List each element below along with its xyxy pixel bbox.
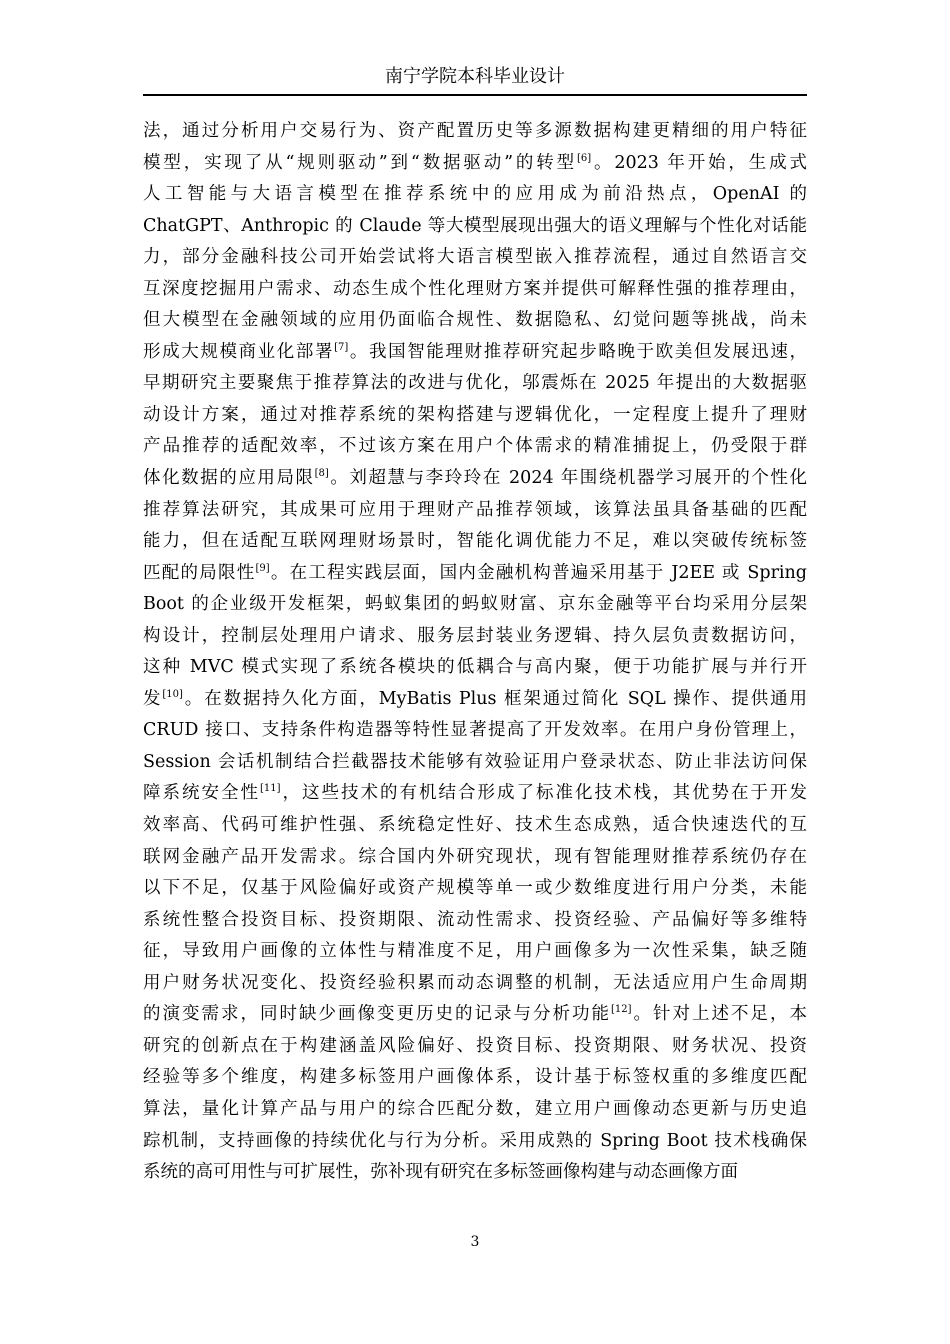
body-line: 形成大规模商业化部署[7]。我国智能理财推荐研究起步略晚于欧美但发展迅速， [143,341,807,362]
body-line: 匹配的局限性[9]。在工程实践层面，国内金融机构普遍采用基于 J2EE 或 Spring [143,562,807,583]
body-line: Session 会话机制结合拦截器技术能够有效验证用户登录状态、防止非法访问保 [143,751,807,772]
body-line: 发[10]。在数据持久化方面，MyBatis Plus 框架通过简化 SQL 操作、提供通用 [143,688,807,709]
body-line: 效率高、代码可维护性强、系统稳定性好、技术生态成熟，适合快速迭代的互 [143,815,807,836]
body-line: 产品推荐的适配效率，不过该方案在用户个体需求的精准捕捉上，仍受限于群 [143,436,807,457]
body-line: 体化数据的应用局限[8]。刘超慧与李玲玲在 2024 年围绕机器学习展开的个性化 [143,468,807,489]
body-line: 研究的创新点在于构建涵盖风险偏好、投资目标、投资期限、财务状况、投资 [143,1035,807,1056]
body-line: 推荐算法研究，其成果可应用于理财产品推荐领域，该算法虽具备基础的匹配 [143,499,807,520]
body-line: 动设计方案，通过对推荐系统的架构搭建与逻辑优化，一定程度上提升了理财 [143,404,807,425]
body-line: 能力，但在适配互联网理财场景时，智能化调优能力不足，难以突破传统标签 [143,531,807,552]
body-line: 联网金融产品开发需求。综合国内外研究现状，现有智能理财推荐系统仍存在 [143,846,807,867]
body-line: 以下不足，仅基于风险偏好或资产规模等单一或少数维度进行用户分类，未能 [143,878,807,899]
body-line: 这种 MVC 模式实现了系统各模块的低耦合与高内聚，便于功能扩展与并行开 [143,657,807,678]
citation-marker: [7] [334,341,349,353]
citation-marker: [10] [162,688,183,700]
body-line: 算法，量化计算产品与用户的综合匹配分数，建立用户画像动态更新与历史追 [143,1098,807,1119]
citation-marker: [9] [255,562,270,574]
body-line: 早期研究主要聚焦于推荐算法的改进与优化，邬震烁在 2025 年提出的大数据驱 [143,373,807,394]
citation-marker: [12] [610,1004,632,1016]
body-line: 踪机制，支持画像的持续优化与行为分析。采用成熟的 Spring Boot 技术栈确保 [143,1130,807,1151]
body-line: 但大模型在金融领域的应用仍面临合规性、数据隐私、幻觉问题等挑战，尚未 [143,310,807,331]
page-header-title: 南宁学院本科毕业设计 [385,66,565,87]
body-line: 系统的高可用性与可扩展性，弥补现有研究在多标签画像构建与动态画像方面 [143,1162,738,1183]
body-line: 人工智能与大语言模型在推荐系统中的应用成为前沿热点，OpenAI 的 [143,184,807,205]
body-line: 系统性整合投资目标、投资期限、流动性需求、投资经验、产品偏好等多维特 [143,909,807,930]
page-number: 3 [470,1234,480,1250]
body-line: 法，通过分析用户交易行为、资产配置历史等多源数据构建更精细的用户特征 [143,121,807,141]
body-line: 互深度挖掘用户需求、动态生成个性化理财方案并提供可解释性强的推荐理由， [143,278,807,299]
body-text [143,116,807,1189]
body-line: Boot 的企业级开发框架，蚂蚁集团的蚂蚁财富、京东金融等平台均采用分层架 [143,594,807,615]
body-line: 障系统安全性[11]，这些技术的有机结合形成了标准化技术栈，其优势在于开发 [143,783,807,804]
body-line: 经验等多个维度，构建多标签用户画像体系，设计基于标签权重的多维度匹配 [143,1067,807,1088]
citation-marker: [8] [314,468,329,480]
body-line: 征，导致用户画像的立体性与精准度不足，用户画像多为一次性采集，缺乏随 [143,941,807,962]
body-line: 力，部分金融科技公司开始尝试将大语言模型嵌入推荐流程，通过自然语言交 [143,247,807,268]
body-line: 模型，实现了从“规则驱动”到“数据驱动”的转型[6]。2023 年开始，生成式 [143,152,807,173]
body-line: 构设计，控制层处理用户请求、服务层封装业务逻辑、持久层负责数据访问， [143,625,807,646]
header-divider [143,94,807,96]
citation-marker: [11] [260,783,281,795]
body-line: ChatGPT、Anthropic 的 Claude 等大模型展现出强大的语义理解与个性化对话能 [143,215,807,236]
body-line: 的演变需求，同时缺少画像变更历史的记录与分析功能[12]。针对上述不足，本 [143,1004,807,1025]
citation-marker: [6] [577,152,592,164]
body-line: CRUD 接口、支持条件构造器等特性显著提高了开发效率。在用户身份管理上， [143,720,807,741]
body-line: 用户财务状况变化、投资经验积累而动态调整的机制，无法适应用户生命周期 [143,972,807,993]
